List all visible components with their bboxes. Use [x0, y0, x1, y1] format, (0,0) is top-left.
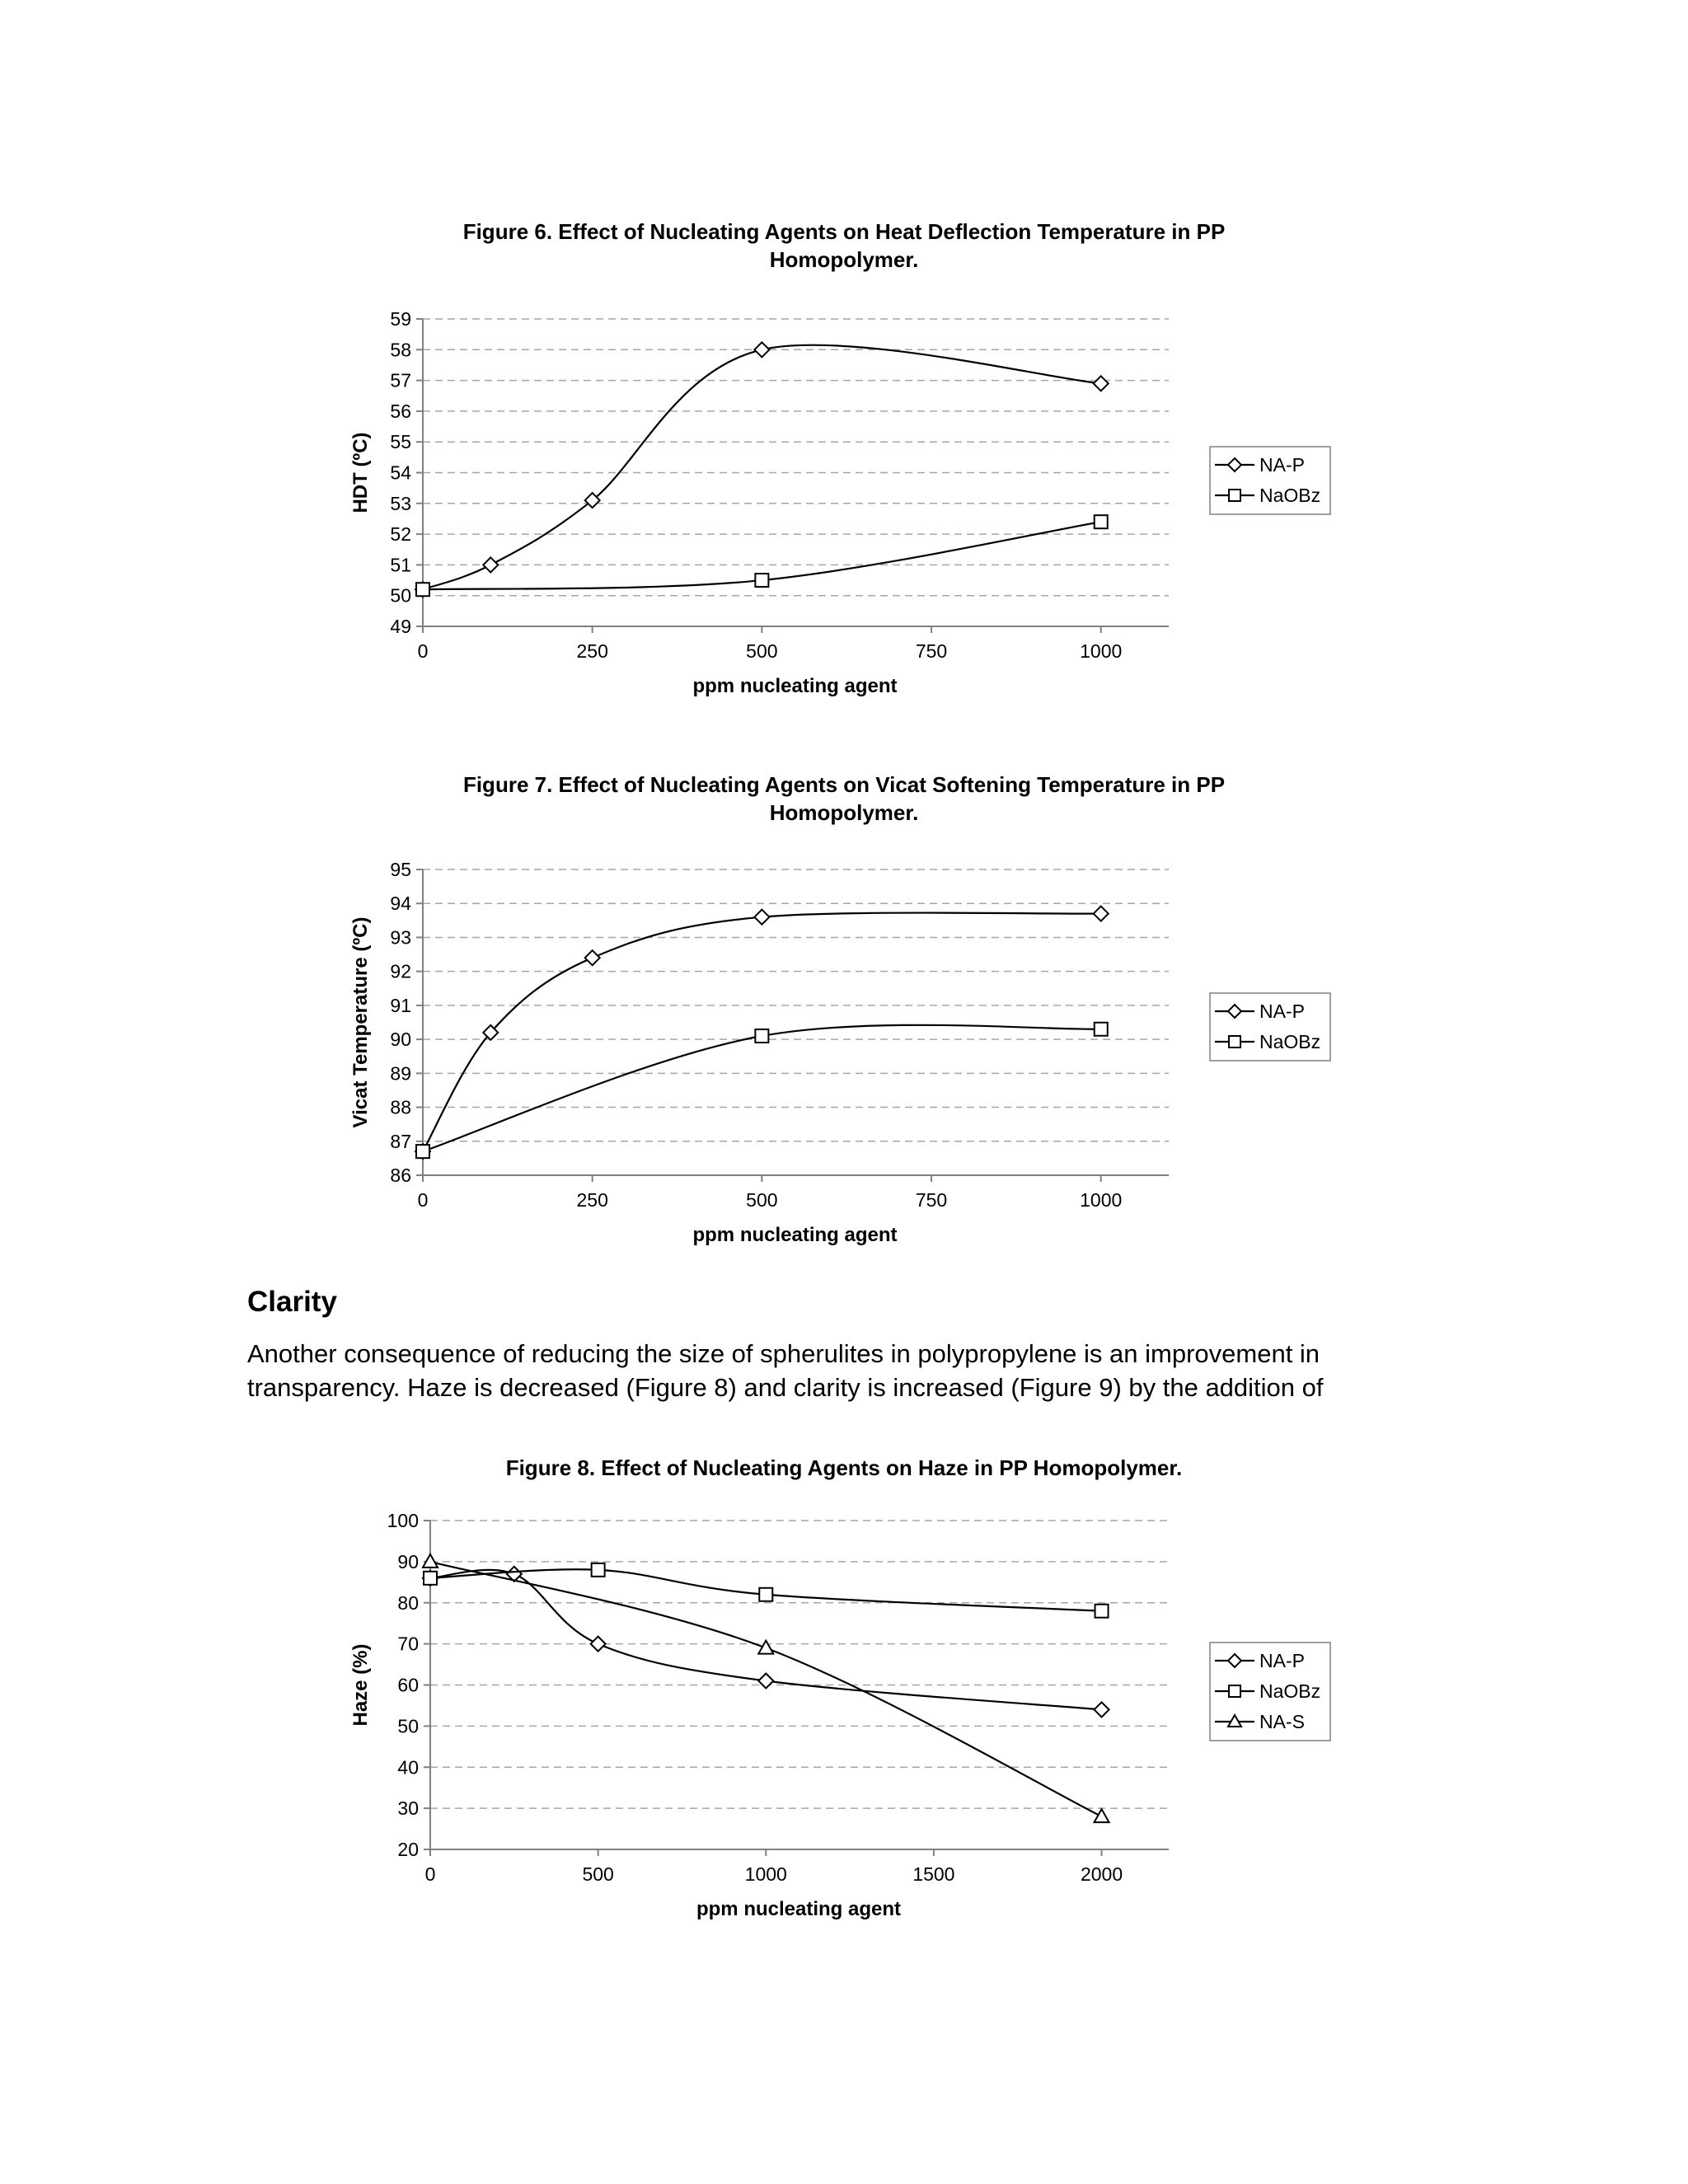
figure-7-title-line-2: Homopolymer.: [769, 800, 919, 825]
figure-7-y-tick-label: 86: [390, 1165, 411, 1186]
figure-7-y-tick-label: 91: [390, 994, 411, 1016]
figure-7-y-tick-label: 87: [390, 1130, 411, 1152]
figure-7-data-point-na-p: [585, 950, 600, 965]
figure-7-y-tick-label: 88: [390, 1096, 411, 1118]
figure-6-x-tick-label: 1000: [1080, 640, 1123, 662]
figure-7-legend-marker-naobz: [1229, 1036, 1240, 1047]
figure-8-data-point-na-p: [1095, 1702, 1109, 1717]
figure-8-x-axis-label: ppm nucleating agent: [696, 1898, 902, 1920]
figure-6-y-tick-label: 49: [390, 616, 411, 637]
figure-7-y-tick-label: 95: [390, 859, 411, 880]
figure-8-x-tick-label: 500: [582, 1863, 614, 1885]
figure-7-x-tick-label: 0: [417, 1189, 429, 1211]
figure-8-legend-label-naobz: NaOBz: [1259, 1680, 1321, 1702]
figure-8-y-tick-label: 30: [397, 1797, 419, 1820]
figure-6-data-point-naobz: [755, 574, 768, 587]
figure-6-series-line-na-p: [423, 345, 1101, 590]
figure-6-data-point-naobz: [1095, 515, 1108, 528]
figure-6-y-tick-label: 56: [390, 400, 411, 422]
figure-8-data-point-naobz: [1095, 1605, 1109, 1618]
figure-8-title: [0, 1454, 1688, 1482]
figure-6-y-tick-label: 52: [390, 523, 411, 546]
figure-7-y-tick-label: 93: [390, 926, 411, 949]
figure-8-y-axis-label: Haze (%): [349, 1643, 372, 1727]
figure-8-y-tick-label: 60: [397, 1674, 419, 1696]
figure-7-y-axis-label: Vicat Temperature (ºC): [349, 916, 372, 1128]
figure-8-legend-label-na-p: NA-P: [1259, 1650, 1305, 1671]
figure-8-legend: [1210, 1643, 1330, 1741]
figure-7-data-point-naobz: [1095, 1023, 1108, 1036]
figure-7-series-line-naobz: [423, 1025, 1101, 1151]
figure-6-x-tick-label: 750: [915, 640, 948, 662]
figure-6-y-tick-label: 59: [390, 308, 411, 330]
figure-8-data-point-na-p: [591, 1637, 606, 1652]
figure-6-title-line-2: Homopolymer.: [769, 247, 919, 272]
figure-6-data-point-na-p: [1094, 376, 1109, 391]
figure-6-title-line-1: Figure 6. Effect of Nucleating Agents on Heat Deflection Temperature in PP: [462, 219, 1226, 244]
figure-8-title-line-1: Figure 8. Effect of Nucleating Agents on Haze in PP Homopolymer.: [505, 1455, 1183, 1480]
figure-6-y-tick-label: 51: [390, 554, 411, 576]
figure-7-y-tick-label: 90: [390, 1029, 411, 1051]
figure-6-data-point-na-p: [754, 342, 769, 357]
figure-8-data-point-na-p: [758, 1674, 773, 1689]
figure-8-y-tick-label: 90: [397, 1550, 419, 1572]
figure-6-x-axis-label: ppm nucleating agent: [692, 675, 898, 697]
figure-6-y-tick-label: 50: [390, 584, 411, 607]
figure-7-legend: [1210, 993, 1330, 1061]
figure-6-y-tick-label: 53: [390, 492, 411, 514]
figure-8-y-tick-label: 80: [397, 1591, 419, 1614]
figure-8-y-tick-label: 100: [387, 1510, 419, 1531]
figure-6-y-tick-label: 57: [390, 369, 411, 391]
figure-8-data-point-na-s: [1095, 1809, 1109, 1822]
figure-6-x-tick-label: 250: [576, 640, 608, 662]
figure-7-data-point-na-p: [754, 910, 769, 925]
figure-6-y-tick-label: 55: [390, 431, 411, 453]
figure-7-x-tick-label: 500: [746, 1189, 778, 1211]
figure-8-data-point-naobz: [424, 1572, 437, 1585]
figure-7-data-point-na-p: [1094, 907, 1109, 921]
figure-6-legend-label-na-p: NA-P: [1259, 454, 1305, 476]
figure-6-legend-marker-naobz: [1229, 490, 1240, 501]
figure-8-data-point-naobz: [759, 1588, 772, 1601]
figure-7-x-tick-label: 250: [576, 1189, 608, 1211]
figure-7-data-point-naobz: [755, 1029, 768, 1043]
figure-6-chart: [0, 305, 1688, 701]
figure-8-y-tick-label: 50: [397, 1715, 419, 1737]
figure-7-data-point-naobz: [416, 1145, 429, 1158]
figure-8-data-point-na-s: [758, 1641, 773, 1654]
figure-8-x-tick-label: 1000: [744, 1863, 787, 1885]
figure-7-y-tick-label: 89: [390, 1062, 411, 1085]
figure-7-title: [0, 771, 1688, 827]
figure-6-title: [0, 218, 1688, 274]
figure-6-data-point-naobz: [416, 583, 429, 596]
figure-8-x-tick-label: 1500: [912, 1863, 955, 1885]
figure-8-x-tick-label: 0: [424, 1863, 436, 1885]
figure-7-legend-label-na-p: NA-P: [1259, 1001, 1305, 1022]
figure-7-y-tick-label: 94: [390, 893, 411, 915]
figure-6-x-tick-label: 500: [746, 640, 778, 662]
figure-7-x-tick-label: 1000: [1080, 1189, 1123, 1211]
figure-6-data-point-na-p: [483, 557, 498, 572]
figure-6-x-tick-label: 0: [417, 640, 429, 662]
figure-6-y-tick-label: 54: [390, 462, 411, 484]
figure-8-y-tick-label: 70: [397, 1633, 419, 1655]
figure-8-data-point-naobz: [592, 1563, 605, 1577]
figure-7-x-axis-label: ppm nucleating agent: [692, 1224, 898, 1246]
figure-7-y-tick-label: 92: [390, 960, 411, 982]
figure-8-legend-label-na-s: NA-S: [1259, 1711, 1305, 1732]
figure-7-x-tick-label: 750: [915, 1189, 948, 1211]
figure-8-y-tick-label: 20: [397, 1839, 419, 1860]
body-paragraph: [247, 1337, 1451, 1404]
figure-8-x-tick-label: 2000: [1080, 1863, 1123, 1885]
body-paragraph-line-1: Another consequence of reducing the size of spherulites in polypropylene is an improvement in: [247, 1339, 1320, 1368]
figure-6-y-axis-label: HDT (ºC): [349, 432, 372, 513]
figure-8-chart: [0, 1508, 1688, 1920]
figure-6-y-tick-label: 58: [390, 339, 411, 361]
figure-7-legend-label-naobz: NaOBz: [1259, 1031, 1321, 1052]
figure-8-legend-marker-naobz: [1229, 1685, 1240, 1697]
figure-7-title-line-1: Figure 7. Effect of Nucleating Agents on Vicat Softening Temperature in PP: [462, 772, 1226, 797]
section-heading: Clarity: [247, 1286, 337, 1318]
body-paragraph-line-2: transparency. Haze is decreased (Figure 8) and clarity is increased (Figure 9) by the addition of: [247, 1373, 1324, 1402]
figure-6-legend: [1210, 447, 1330, 514]
figure-8-y-tick-label: 40: [397, 1756, 419, 1779]
figure-6-legend-label-naobz: NaOBz: [1259, 485, 1321, 506]
figure-7-chart: [0, 857, 1688, 1253]
